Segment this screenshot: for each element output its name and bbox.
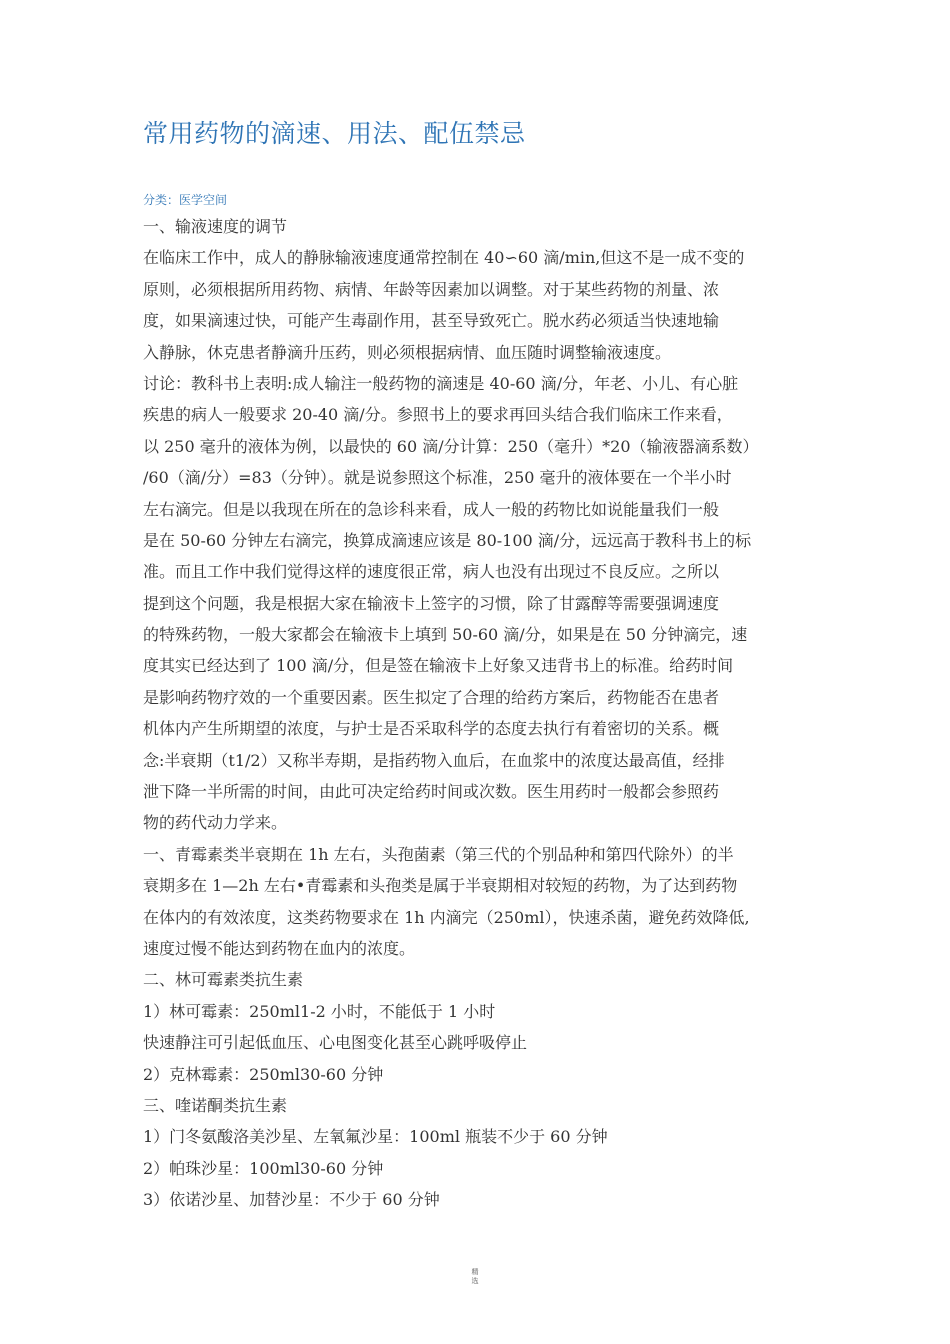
text-line: 疾患的病人一般要求 20-40 滴/分。参照书上的要求再回头结合我们临床工作来看， <box>143 405 733 425</box>
text-line: 二、林可霉素类抗生素 <box>143 970 304 990</box>
text-line: 3）依诺沙星、加替沙星：不少于 60 分钟 <box>143 1190 440 1210</box>
text-line: 左右滴完。但是以我现在所在的急诊科来看，成人一般的药物比如说能量我们一般 <box>143 499 720 519</box>
text-line: 速度过慢不能达到药物在血内的浓度。 <box>143 938 416 958</box>
text-line: 2）克林霉素：250ml30-60 分钟 <box>143 1064 384 1084</box>
text-line: 讨论：教科书上表明:成人输注一般药物的滴速是 40-60 滴/分，年老、小儿、有心脏 <box>143 373 739 393</box>
text-line: 以 250 毫升的液体为例，以最快的 60 滴/分计算：250（毫升）*20（输液器滴系数） <box>143 436 759 456</box>
text-line: 是影响药物疗效的一个重要因素。医生拟定了合理的给药方案后，药物能否在患者 <box>143 687 720 707</box>
text-line: /60（滴/分）=83（分钟）。就是说参照这个标准，250 毫升的液体要在一个半小时 <box>143 468 732 488</box>
text-line: 泄下降一半所需的时间，由此可决定给药时间或次数。医生用药时一般都会参照药 <box>143 782 720 802</box>
document-title: 常用药物的滴速、用法、配伍禁忌 <box>143 119 526 148</box>
text-line: 在体内的有效浓度，这类药物要求在 1h 内滴完（250ml），快速杀菌，避免药效降低, <box>143 907 750 927</box>
text-line: 1）门冬氨酸洛美沙星、左氧氟沙星：100ml 瓶装不少于 60 分钟 <box>143 1127 608 1147</box>
text-line: 一、青霉素类半衰期在 1h 左右，头孢菌素（第三代的个别品种和第四代除外）的半 <box>143 844 734 864</box>
text-line: 机体内产生所期望的浓度，与护士是否采取科学的态度去执行有着密切的关系。概 <box>143 719 720 739</box>
text-line: 原则，必须根据所用药物、病情、年龄等因素加以调整。对于某些药物的剂量、浓 <box>143 279 720 299</box>
text-line: 入静脉，休克患者静滴升压药，则必须根据病情、血压随时调整输液速度。 <box>143 342 672 362</box>
page-footer: 精选 <box>471 1268 479 1285</box>
text-line: 在临床工作中，成人的静脉输液速度通常控制在 40∽60 滴/min,但这不是一成不变的 <box>143 248 745 268</box>
text-line: 2）帕珠沙星：100ml30-60 分钟 <box>143 1158 384 1178</box>
text-line: 的特殊药物，一般大家都会在输液卡上填到 50-60 滴/分，如果是在 50 分钟滴完，速 <box>143 625 748 645</box>
text-line: 提到这个问题，我是根据大家在输液卡上签字的习惯，除了甘露醇等需要强调速度 <box>143 593 720 613</box>
text-line: 衰期多在 1—2h 左右•青霉素和头孢类是属于半衰期相对较短的药物，为了达到药物 <box>143 876 738 896</box>
text-line: 快速静注可引起低血压、心电图变化甚至心跳呼吸停止 <box>143 1033 528 1053</box>
body-text <box>143 211 833 1216</box>
text-line: 1）林可霉素：250ml1-2 小时，不能低于 1 小时 <box>143 1001 496 1021</box>
text-line: 度其实已经达到了 100 滴/分，但是签在输液卡上好象又违背书上的标准。给药时间 <box>143 656 734 676</box>
text-line: 是在 50-60 分钟左右滴完，换算成滴速应该是 80-100 滴/分，远远高于教科书上的标 <box>143 530 752 550</box>
text-line: 物的药代动力学来。 <box>143 813 288 833</box>
text-line: 度，如果滴速过快，可能产生毒副作用，甚至导致死亡。脱水药必须适当快速地输 <box>143 311 720 331</box>
text-line: 念:半衰期（t1/2）又称半寿期，是指药物入血后，在血浆中的浓度达最高值，经排 <box>143 750 725 770</box>
text-line: 准。而且工作中我们觉得这样的速度很正常，病人也没有出现过不良反应。之所以 <box>143 562 720 582</box>
category-label: 分类：医学空间 <box>143 193 228 207</box>
text-line: 一、输液速度的调节 <box>143 217 288 236</box>
text-line: 三、喹诺酮类抗生素 <box>143 1095 288 1115</box>
